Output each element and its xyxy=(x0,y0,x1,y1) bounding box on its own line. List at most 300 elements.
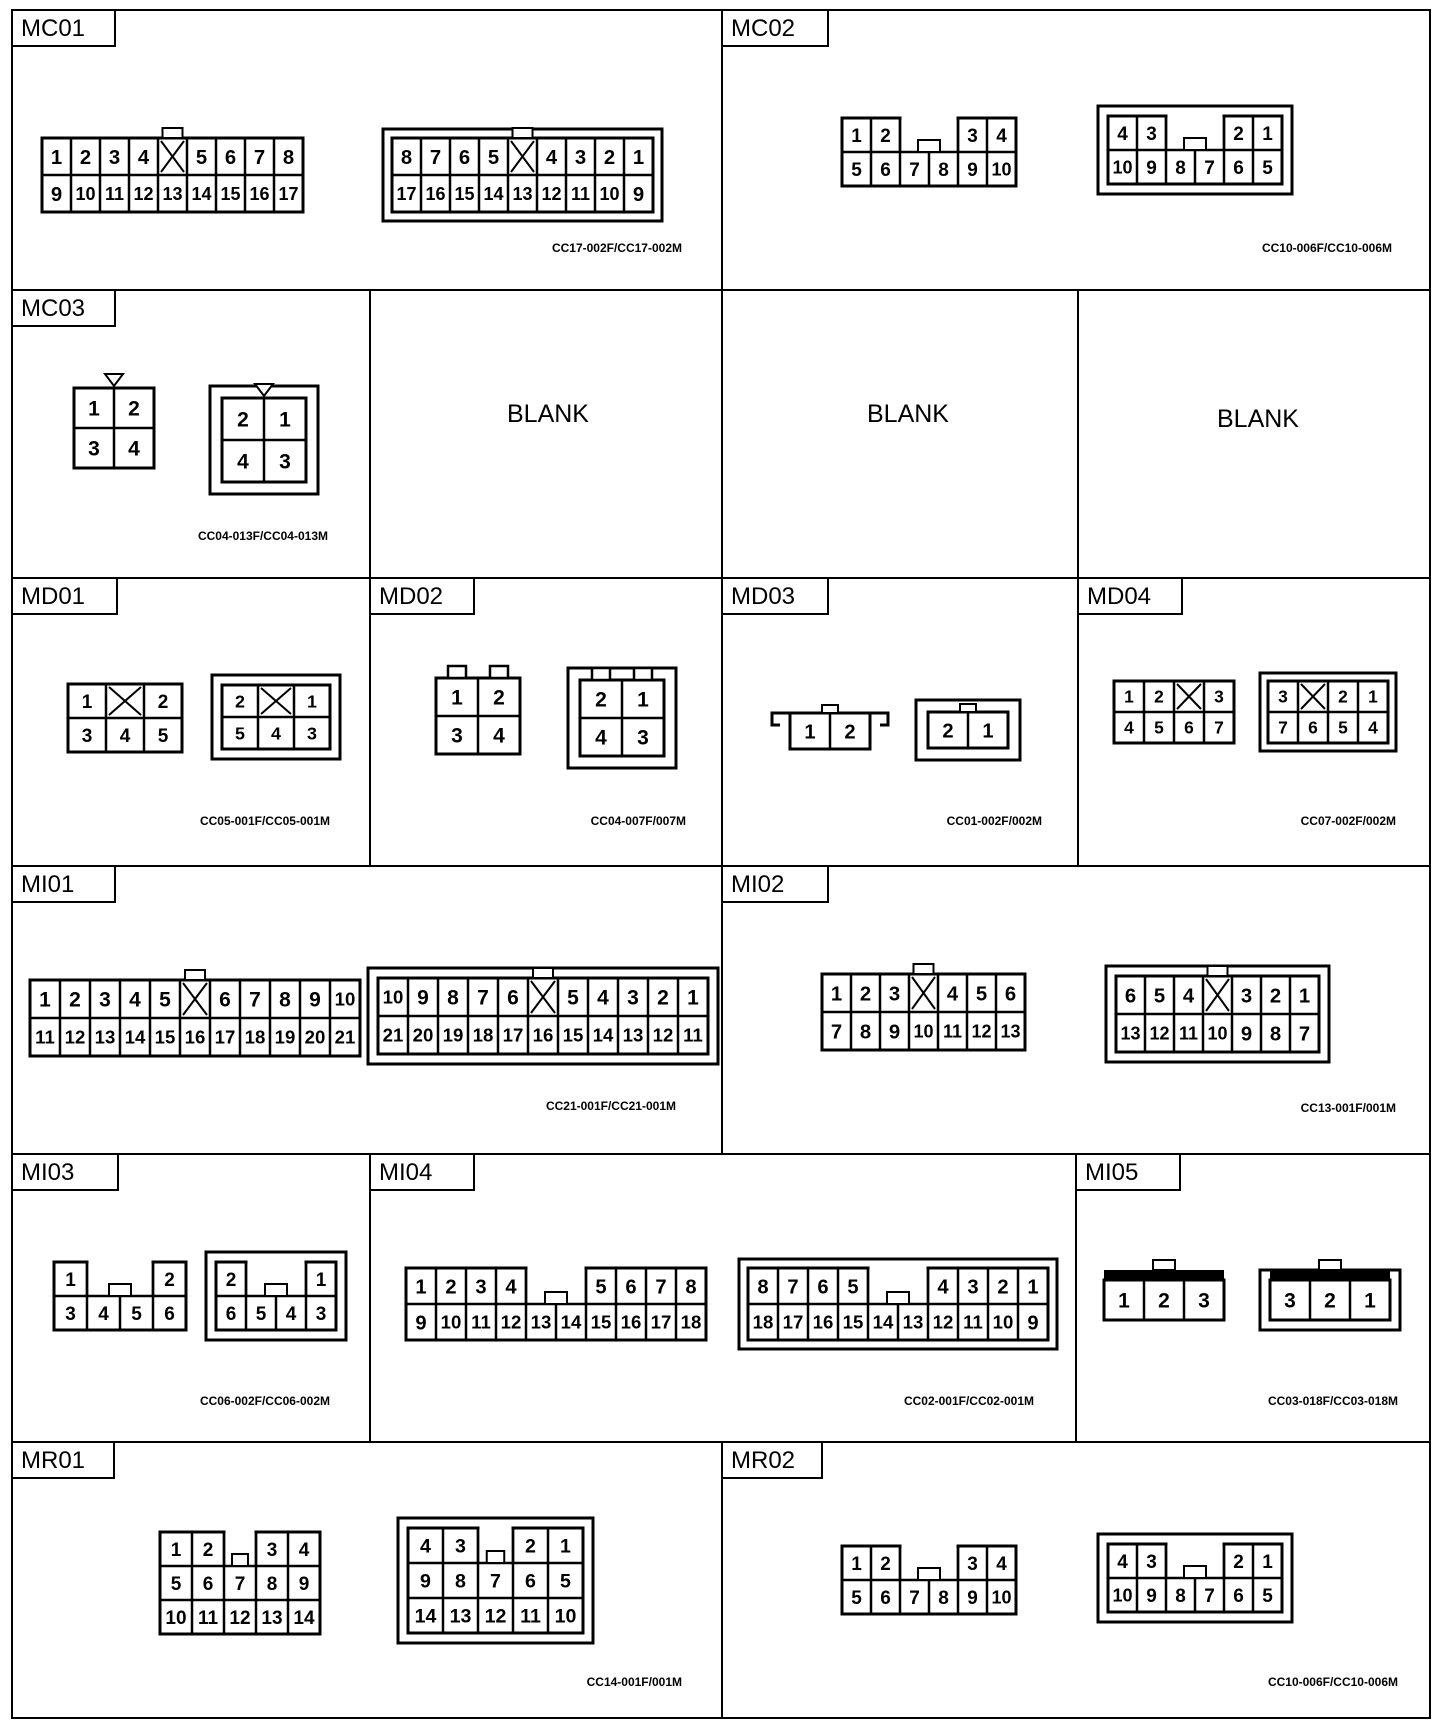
pin-number: 4 xyxy=(129,988,141,1012)
part-number: CC14-001F/001M xyxy=(586,1675,682,1689)
pin-number: 11 xyxy=(683,1024,703,1046)
pin-number: 16 xyxy=(532,1024,554,1046)
pin-number: 5 xyxy=(560,1570,571,1593)
pin-number: 11 xyxy=(570,183,591,204)
pin-number: 1 xyxy=(315,1269,327,1291)
pin-number: 4 xyxy=(937,1276,949,1299)
pin-number: 4 xyxy=(298,1539,310,1561)
pin-number: 13 xyxy=(1000,1021,1021,1042)
lock-tab xyxy=(163,128,183,138)
pin-number: 1 xyxy=(50,146,63,169)
pin-number: 2 xyxy=(942,720,954,743)
pin-number: 4 xyxy=(137,146,150,169)
panel-md04 xyxy=(1078,578,1430,866)
pin-number: 4 xyxy=(420,1535,431,1558)
panel-mi02 xyxy=(722,866,1430,1154)
pin-number: 6 xyxy=(164,1303,175,1325)
pin-number: 5 xyxy=(1154,717,1164,738)
pin-number: 2 xyxy=(657,986,669,1010)
part-number: CC07-002F/002M xyxy=(1300,814,1396,828)
connector-female xyxy=(1104,1260,1224,1320)
pin-number: 3 xyxy=(888,983,901,1006)
pin-number: 8 xyxy=(282,146,295,169)
pin-number: 20 xyxy=(412,1024,434,1046)
pin-number: 2 xyxy=(997,1276,1009,1299)
part-number: CC03-018F/CC03-018M xyxy=(1267,1394,1398,1408)
pin-number: 8 xyxy=(279,988,291,1012)
pin-number: 2 xyxy=(1233,123,1244,145)
pin-number: 18 xyxy=(244,1026,266,1048)
pin-number: 17 xyxy=(650,1311,672,1333)
pin-number: 2 xyxy=(79,146,92,169)
polarity-triangle xyxy=(255,384,273,396)
pin-number: 5 xyxy=(567,986,579,1010)
pin-number: 10 xyxy=(992,1311,1014,1333)
pin-number: 11 xyxy=(104,183,125,204)
panel-mc01 xyxy=(12,10,722,290)
connector-female xyxy=(42,128,303,212)
pin-number: 3 xyxy=(1240,985,1253,1008)
pin-number: 8 xyxy=(1175,157,1186,179)
panel-border xyxy=(722,290,1078,578)
pin-number: 4 xyxy=(1124,717,1134,738)
pin-number: 1 xyxy=(1027,1276,1039,1299)
pin-number: 5 xyxy=(170,1573,182,1595)
pin-number: 3 xyxy=(1146,1551,1157,1573)
key-tab xyxy=(545,1292,567,1304)
pin-number: 6 xyxy=(1184,717,1194,738)
part-number: CC04-007F/007M xyxy=(590,814,686,828)
pin-number: 3 xyxy=(99,988,111,1012)
key-tab xyxy=(109,1284,131,1296)
pin-number: 7 xyxy=(787,1276,799,1299)
blank-label: BLANK xyxy=(507,400,589,428)
pin-number: 7 xyxy=(830,1021,843,1044)
pin-number: 3 xyxy=(627,986,639,1010)
pin-number: 5 xyxy=(1153,985,1166,1008)
pin-number: 13 xyxy=(512,183,533,204)
pin-number: 2 xyxy=(859,983,872,1006)
panel-label: MD03 xyxy=(731,583,796,610)
pin-number: 4 xyxy=(1117,1551,1128,1573)
pin-number: 4 xyxy=(128,437,140,461)
connector-male xyxy=(1260,1260,1400,1330)
pin-number: 2 xyxy=(603,146,616,169)
pin-number: 1 xyxy=(307,691,317,712)
pin-number: 8 xyxy=(859,1021,872,1044)
pin-number: 2 xyxy=(164,1269,175,1291)
key-tab xyxy=(232,1554,248,1566)
part-number: CC05-001F/CC05-001M xyxy=(199,814,330,828)
pin-number: 1 xyxy=(81,691,93,713)
pin-number: 2 xyxy=(69,988,81,1012)
pin-number: 7 xyxy=(1214,717,1224,738)
panel-md01 xyxy=(12,578,370,866)
pin-number: 16 xyxy=(425,183,446,204)
pin-number: 14 xyxy=(872,1311,894,1333)
pin-number: 5 xyxy=(157,725,169,747)
lock-tab xyxy=(1153,1260,1175,1270)
panel-label: MI01 xyxy=(21,871,75,898)
latch-bar xyxy=(1270,1270,1390,1280)
pin-number: 1 xyxy=(170,1539,182,1561)
panel-label: MD01 xyxy=(21,583,86,610)
pin-number: 2 xyxy=(880,125,891,147)
pin-number: 2 xyxy=(844,721,856,744)
pin-number: 7 xyxy=(249,988,261,1012)
panel-label: MI05 xyxy=(1085,1159,1139,1186)
pin-number: 4 xyxy=(545,146,558,169)
pin-number: 15 xyxy=(562,1024,584,1046)
pin-number: 17 xyxy=(396,183,417,204)
pin-number: 12 xyxy=(229,1607,251,1629)
pin-number: 1 xyxy=(1368,686,1378,707)
pin-number: 16 xyxy=(812,1311,834,1333)
pin-number: 2 xyxy=(225,1269,237,1291)
part-number: CC17-002F/CC17-002M xyxy=(551,241,682,255)
pin-number: 1 xyxy=(1262,123,1273,145)
pin-number: 10 xyxy=(599,183,620,204)
pin-number: 9 xyxy=(888,1021,901,1044)
pin-number: 8 xyxy=(938,159,949,181)
pin-number: 10 xyxy=(165,1607,187,1629)
pin-number: 4 xyxy=(119,725,131,747)
pin-number: 3 xyxy=(266,1539,278,1561)
pin-number: 1 xyxy=(1118,1289,1130,1313)
pin-number: 3 xyxy=(108,146,121,169)
pin-number: 11 xyxy=(1178,1023,1199,1044)
pin-number: 10 xyxy=(554,1605,577,1628)
pin-number: 3 xyxy=(279,450,291,474)
pin-number: 10 xyxy=(75,183,96,204)
pin-number: 2 xyxy=(157,691,169,713)
pin-number: 7 xyxy=(655,1276,667,1299)
pin-number: 5 xyxy=(851,159,862,181)
pin-number: 5 xyxy=(487,146,500,169)
pin-number: 8 xyxy=(455,1570,466,1593)
pin-number: 10 xyxy=(334,988,356,1010)
pin-number: 9 xyxy=(967,1587,978,1609)
connector-male xyxy=(383,128,662,221)
pin-number: 4 xyxy=(595,726,607,750)
pin-number: 3 xyxy=(475,1276,487,1299)
pin-number: 17 xyxy=(278,183,299,204)
lock-tab xyxy=(185,970,205,980)
pin-number: 7 xyxy=(909,1587,920,1609)
key-tab xyxy=(918,1568,940,1580)
pin-number: 3 xyxy=(1278,686,1288,707)
pin-number: 9 xyxy=(298,1573,310,1595)
lock-tab xyxy=(914,964,934,974)
pin-number: 2 xyxy=(235,691,245,712)
pin-number: 2 xyxy=(880,1553,891,1575)
panel-label: MR02 xyxy=(731,1447,796,1474)
pin-number: 1 xyxy=(88,397,100,421)
connector-female xyxy=(54,1260,186,1330)
pin-number: 19 xyxy=(442,1024,464,1046)
pin-number: 12 xyxy=(541,183,562,204)
pin-number: 4 xyxy=(505,1276,517,1299)
pin-number: 19 xyxy=(274,1026,296,1048)
pin-number: 13 xyxy=(530,1311,552,1333)
pin-number: 3 xyxy=(451,724,463,748)
pin-number: 5 xyxy=(1262,157,1273,179)
pin-number: 2 xyxy=(1324,1289,1336,1313)
pin-number: 1 xyxy=(632,146,645,169)
pin-number: 12 xyxy=(133,183,154,204)
pin-number: 1 xyxy=(560,1535,571,1558)
pin-number: 2 xyxy=(525,1535,536,1558)
pin-number: 7 xyxy=(909,159,920,181)
blank-label: BLANK xyxy=(1217,405,1299,433)
panel-mc02 xyxy=(722,10,1430,290)
pin-number: 4 xyxy=(98,1303,109,1325)
pin-number: 2 xyxy=(595,688,607,712)
pin-number: 12 xyxy=(484,1605,507,1628)
pin-number: 4 xyxy=(996,1553,1007,1575)
pin-number: 6 xyxy=(1233,157,1244,179)
pin-number: 13 xyxy=(162,183,183,204)
pin-number: 3 xyxy=(307,723,317,744)
blank-label: BLANK xyxy=(867,400,949,428)
connector-male xyxy=(212,675,340,759)
lock-tab xyxy=(1208,966,1228,976)
latch-bar xyxy=(1104,1270,1224,1280)
pin-number: 20 xyxy=(304,1026,326,1048)
pin-number: 6 xyxy=(202,1573,214,1595)
pin-number: 7 xyxy=(1204,157,1215,179)
connector-male xyxy=(916,700,1020,760)
pin-number: 1 xyxy=(1124,686,1134,707)
connector-female xyxy=(406,1266,706,1340)
panel-mr01 xyxy=(12,1442,722,1718)
pin-number: 1 xyxy=(415,1276,427,1299)
pin-number: 3 xyxy=(455,1535,466,1558)
pin-number: 7 xyxy=(477,986,489,1010)
connector-female xyxy=(68,684,182,752)
pin-number: 4 xyxy=(285,1303,297,1325)
pin-number: 8 xyxy=(400,146,413,169)
pin-number: 17 xyxy=(782,1311,804,1333)
panel-label: MC01 xyxy=(21,15,86,42)
panel-label: MD02 xyxy=(379,583,444,610)
pin-number: 5 xyxy=(1262,1585,1273,1607)
part-number: CC06-002F/CC06-002M xyxy=(199,1394,330,1408)
key-tab xyxy=(487,1551,505,1563)
pin-number: 1 xyxy=(39,988,51,1012)
pin-number: 7 xyxy=(429,146,442,169)
pin-number: 6 xyxy=(525,1570,536,1593)
pin-number: 8 xyxy=(685,1276,697,1299)
pin-number: 10 xyxy=(913,1021,934,1042)
pin-number: 7 xyxy=(253,146,266,169)
pin-number: 1 xyxy=(830,983,843,1006)
pin-number: 13 xyxy=(902,1311,924,1333)
pin-number: 2 xyxy=(445,1276,457,1299)
pin-number: 4 xyxy=(996,125,1007,147)
connector-female xyxy=(842,1544,1016,1614)
pin-number: 2 xyxy=(202,1539,214,1561)
pin-number: 2 xyxy=(1338,686,1348,707)
polarity-triangle xyxy=(105,374,123,386)
connector-male xyxy=(206,1252,346,1340)
connector-female xyxy=(74,374,154,468)
pin-number: 12 xyxy=(1149,1023,1170,1044)
pin-number: 18 xyxy=(472,1024,494,1046)
connector-female xyxy=(436,666,520,754)
pin-number: 15 xyxy=(154,1026,176,1048)
pin-number: 2 xyxy=(237,408,249,432)
panel-mi05 xyxy=(1076,1154,1430,1442)
pin-number: 10 xyxy=(1112,157,1133,178)
pin-number: 15 xyxy=(842,1311,864,1333)
pin-number: 6 xyxy=(880,159,891,181)
key-tab xyxy=(1184,138,1206,150)
connector-male xyxy=(398,1518,593,1643)
pin-number: 3 xyxy=(1284,1289,1296,1313)
pin-number: 7 xyxy=(1278,717,1288,738)
panel-blank1 xyxy=(370,290,722,578)
pin-number: 8 xyxy=(757,1276,769,1299)
pin-number: 13 xyxy=(94,1026,116,1048)
pin-number: 2 xyxy=(1233,1551,1244,1573)
pin-number: 4 xyxy=(271,723,281,744)
pin-number: 5 xyxy=(235,723,245,744)
part-number: CC04-013F/CC04-013M xyxy=(197,529,328,543)
pin-number: 10 xyxy=(440,1311,462,1333)
pin-number: 6 xyxy=(817,1276,829,1299)
pin-number: 18 xyxy=(680,1311,702,1333)
pin-number: 2 xyxy=(1158,1289,1170,1313)
pin-number: 6 xyxy=(880,1587,891,1609)
panel-mi01 xyxy=(12,866,722,1154)
part-number: CC21-001F/CC21-001M xyxy=(545,1099,676,1113)
pin-number: 13 xyxy=(449,1605,472,1628)
pin-number: 1 xyxy=(65,1269,76,1291)
pin-number: 14 xyxy=(293,1607,315,1629)
panel-mi04 xyxy=(370,1154,1076,1442)
pin-number: 9 xyxy=(1027,1312,1039,1335)
pin-number: 1 xyxy=(982,720,994,743)
pin-number: 6 xyxy=(507,986,519,1010)
panel-label: MC03 xyxy=(21,295,86,322)
connector-male xyxy=(1106,966,1329,1062)
pin-number: 13 xyxy=(261,1607,283,1629)
pin-number: 11 xyxy=(963,1311,983,1333)
pin-number: 16 xyxy=(184,1026,206,1048)
pin-number: 3 xyxy=(967,1553,978,1575)
pin-number: 1 xyxy=(1262,1551,1273,1573)
pin-number: 4 xyxy=(946,983,959,1006)
pin-number: 6 xyxy=(224,146,237,169)
pin-number: 1 xyxy=(851,1553,862,1575)
connector-male xyxy=(368,968,718,1064)
pin-number: 8 xyxy=(938,1587,949,1609)
connector-male xyxy=(1098,1534,1292,1622)
connector-male xyxy=(210,384,318,494)
panel-mi03 xyxy=(12,1154,370,1442)
pin-number: 1 xyxy=(687,986,699,1010)
panel-label: MR01 xyxy=(21,1447,86,1474)
pin-number: 9 xyxy=(50,183,63,206)
pin-number: 5 xyxy=(851,1587,862,1609)
pin-number: 9 xyxy=(309,988,321,1012)
pin-number: 8 xyxy=(1269,1023,1282,1046)
pin-number: 8 xyxy=(447,986,459,1010)
pin-number: 4 xyxy=(1368,717,1378,738)
pin-number: 2 xyxy=(1269,985,1282,1008)
pin-number: 6 xyxy=(625,1276,637,1299)
pin-number: 9 xyxy=(1146,1585,1157,1607)
pin-number: 9 xyxy=(420,1570,431,1593)
pin-number: 18 xyxy=(752,1311,774,1333)
pin-number: 15 xyxy=(590,1311,612,1333)
pin-number: 14 xyxy=(414,1605,437,1628)
pin-number: 3 xyxy=(1198,1289,1210,1313)
pin-number: 5 xyxy=(975,983,988,1006)
key-tab xyxy=(918,140,940,152)
panel-label: MI03 xyxy=(21,1159,75,1186)
pin-number: 10 xyxy=(991,1587,1012,1608)
connector-male xyxy=(739,1259,1057,1349)
panel-md02 xyxy=(370,578,722,866)
pin-number: 3 xyxy=(637,726,649,750)
pin-number: 6 xyxy=(1124,985,1137,1008)
pin-number: 5 xyxy=(131,1303,142,1325)
pin-number: 9 xyxy=(1146,157,1157,179)
pin-number: 1 xyxy=(451,686,463,710)
panel-mc03 xyxy=(12,290,370,578)
pin-number: 1 xyxy=(1364,1289,1376,1313)
pin-number: 6 xyxy=(225,1303,237,1325)
pin-number: 14 xyxy=(124,1026,146,1048)
pin-number: 3 xyxy=(1214,686,1224,707)
pin-number: 11 xyxy=(520,1605,541,1628)
panel-mr02 xyxy=(722,1442,1430,1718)
pin-number: 11 xyxy=(35,1026,55,1048)
pin-number: 6 xyxy=(1308,717,1318,738)
pin-number: 10 xyxy=(991,159,1012,180)
pin-number: 14 xyxy=(560,1311,582,1333)
pin-number: 2 xyxy=(493,686,505,710)
pin-number: 16 xyxy=(620,1311,642,1333)
pin-number: 8 xyxy=(266,1573,278,1595)
pin-number: 17 xyxy=(502,1024,524,1046)
pin-number: 5 xyxy=(1338,717,1348,738)
pin-number: 5 xyxy=(595,1276,607,1299)
pin-number: 4 xyxy=(597,986,609,1010)
key-tab xyxy=(887,1292,909,1304)
pin-number: 1 xyxy=(637,688,649,712)
pin-number: 5 xyxy=(159,988,171,1012)
connector-female xyxy=(30,970,360,1056)
pin-number: 16 xyxy=(249,183,270,204)
connector-male xyxy=(1098,106,1292,194)
pin-number: 3 xyxy=(81,725,93,747)
pin-number: 3 xyxy=(315,1303,327,1325)
pin-number: 6 xyxy=(219,988,231,1012)
pin-number: 7 xyxy=(1204,1585,1215,1607)
connector-female xyxy=(842,116,1016,186)
pin-number: 14 xyxy=(191,183,212,204)
pin-number: 3 xyxy=(1146,123,1157,145)
panel-label: MI04 xyxy=(379,1159,433,1186)
pin-number: 5 xyxy=(255,1303,267,1325)
connector-female xyxy=(1114,681,1234,743)
panel-label: MI02 xyxy=(731,871,785,898)
pin-number: 7 xyxy=(1298,1023,1311,1046)
pin-number: 5 xyxy=(847,1276,859,1299)
